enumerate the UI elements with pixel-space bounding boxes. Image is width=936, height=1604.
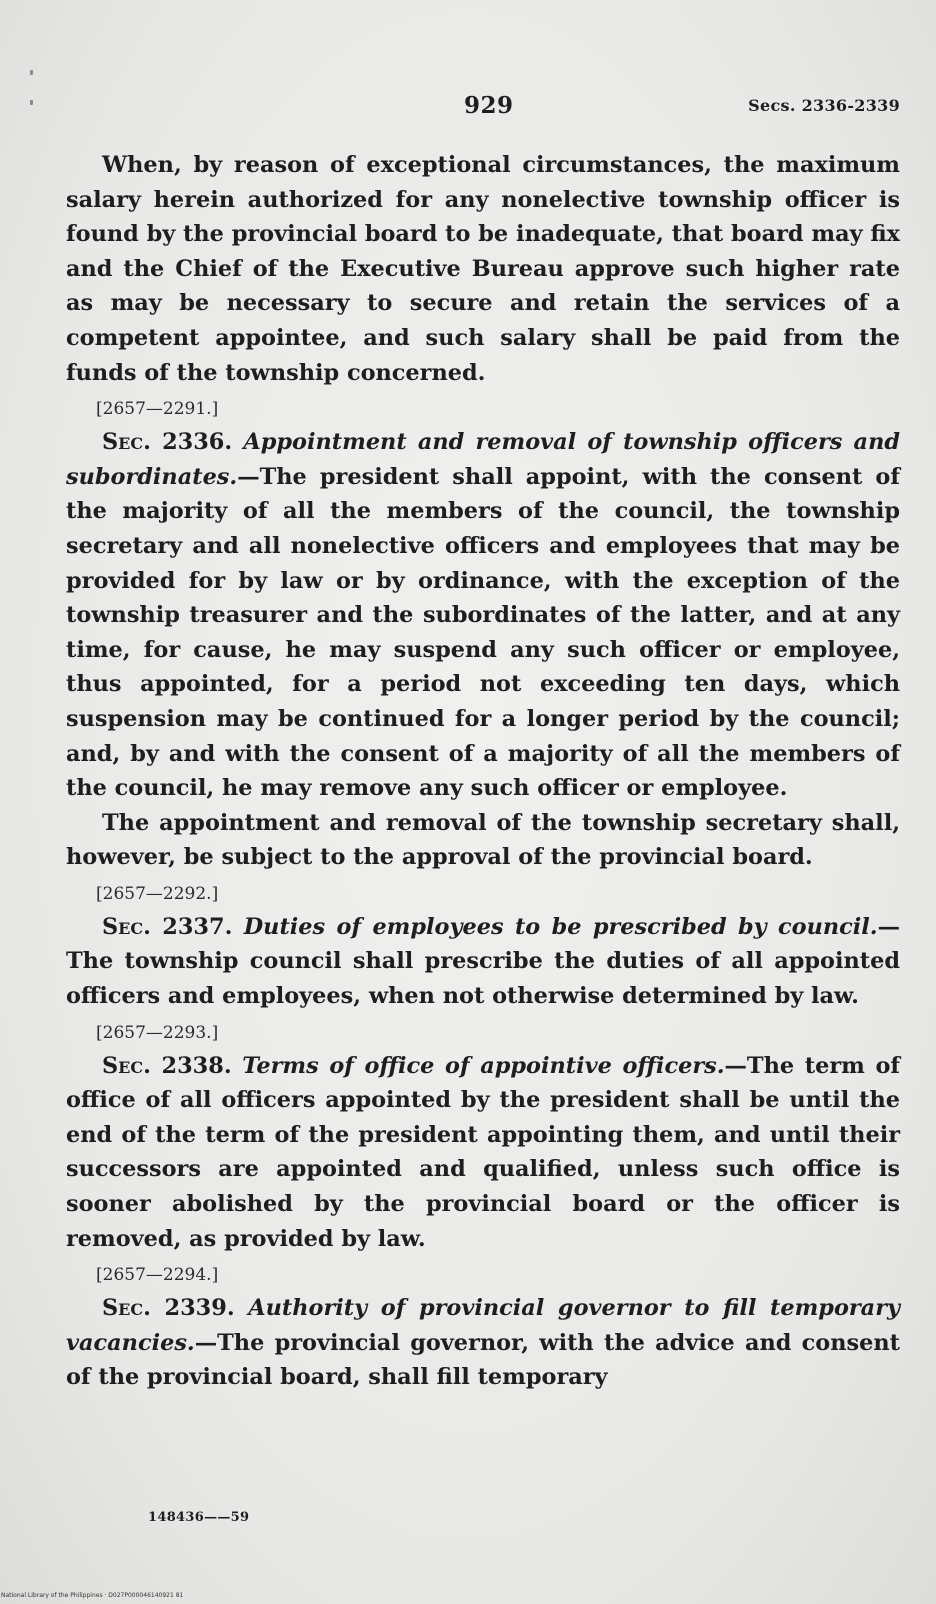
section-text: —The township council shall prescribe the duties of all appointed officers and employees, when not otherwise determined by law. bbox=[66, 913, 900, 1010]
section-title: Duties of employees to be prescribed by council. bbox=[243, 913, 878, 940]
section-reference: [2657—2291.] bbox=[96, 399, 219, 420]
section-range: Secs. 2336-2339 bbox=[748, 96, 900, 115]
printer-mark: 148436——59 bbox=[148, 1510, 250, 1525]
section-reference: [2657—2292.] bbox=[96, 883, 219, 904]
intro-paragraph: When, by reason of exceptional circumstances, the maximum salary herein authorized for any nonelective township officer is found by the provincial board to be inadequate, that board may fix and the Chief of the Executive Bureau approve such higher rate as may be necessary to secure and retain the services of a competent appointee, and such salary shall be paid from the funds of the township concerned. bbox=[66, 152, 901, 386]
section-reference: [2657—2293.] bbox=[96, 1022, 219, 1043]
section-text: —The provincial governor, with the advice and consent of the provincial board, shall fill temporary bbox=[66, 1329, 900, 1391]
scan-specks bbox=[30, 70, 34, 114]
section-extra-paragraph: The appointment and removal of the township secretary shall, however, be subject to the approval of the provincial board. bbox=[66, 809, 900, 871]
section-text: —The president shall appoint, with the consent of the majority of all the members of the council, the township secretary and all nonelective officers and employees that may be provided for by law or by ordinance, with the exception of the township treasurer and the subordinates of the latter, and at any time, for cause, he may suspend any such officer or employee, thus appointed, for a period not exceeding ten days, which suspension may be continued for a longer period by the council; and, by and with the consent of a majority of all the members of the council, he may remove any such officer or employee. bbox=[66, 463, 900, 802]
scan-caption: National Library of the Philippines · D027P000046140921 81 bbox=[1, 1592, 184, 1599]
section-title: Appointment and removal of township officers and subordinates. bbox=[66, 429, 901, 490]
section-title: Authority of provincial governor to fill temporary vacancies. bbox=[66, 1295, 900, 1356]
section-title: Terms of office of appointive officers. bbox=[242, 1052, 725, 1079]
page-header bbox=[66, 92, 900, 132]
page-number: 929 bbox=[464, 92, 514, 119]
section-paragraph bbox=[66, 910, 900, 1014]
section-label: Sec. 2338. bbox=[102, 1052, 232, 1079]
body-text bbox=[66, 148, 900, 1395]
section-label: Sec. 2337. bbox=[102, 913, 233, 940]
section-paragraph bbox=[66, 1291, 900, 1395]
section-text: —The term of office of all officers appointed by the president shall be until the end of the term of the president appointing them, and until their successors are appointed and qualified, unless such office is sooner abolished by the provincial board or the officer is removed, as provided by law. bbox=[66, 1052, 901, 1252]
section-label: Sec. 2339. bbox=[102, 1295, 235, 1322]
section-label: Sec. 2336. bbox=[102, 429, 233, 456]
section-reference: [2657—2294.] bbox=[96, 1265, 219, 1286]
section-paragraph bbox=[66, 1049, 900, 1257]
section-paragraph bbox=[66, 425, 900, 806]
